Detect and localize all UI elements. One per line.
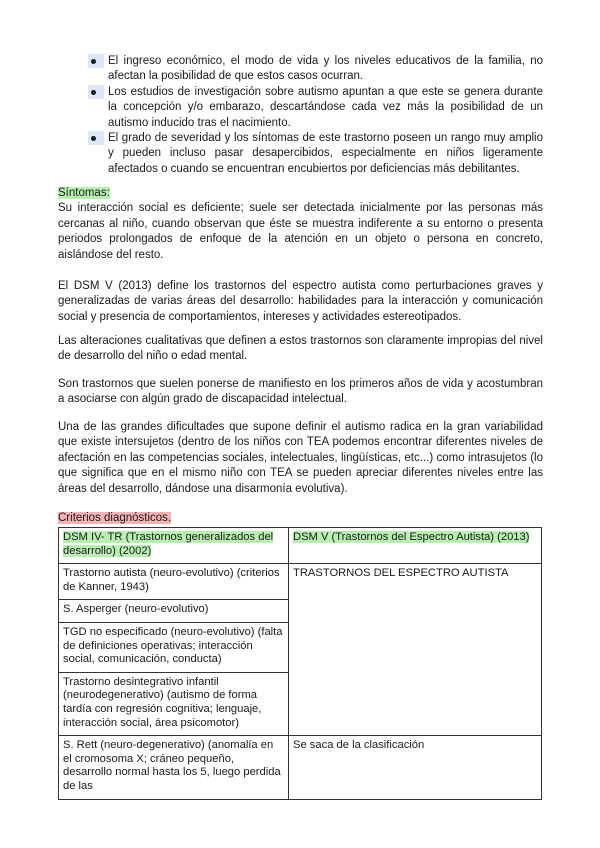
table-cell: S. Asperger (neuro-evolutivo)	[59, 600, 289, 623]
paragraph-manifiesto: Son trastornos que suelen ponerse de manifiesto en los primeros años de vida y acostumbran a asociarse con algún grado de discapacidad intelectual.	[58, 378, 543, 406]
table-header-cell	[59, 528, 289, 564]
paragraph-dsm: El DSM V (2013) define los trastornos del espectro autista como perturbaciones graves y generalizadas de varias áreas del desarrollo: habilidades para la interacción y comunicación social y presencia de comportamientos, intereses y actividades estereotipados.	[58, 280, 543, 323]
table-header-cell	[289, 528, 542, 564]
bullet-text: Los estudios de investigación sobre autismo apuntan a que este se genera durante la concepción y/o embarazo, descartándose cada vez más la posibilidad de un autismo inducido tras el nacimiento.	[108, 85, 543, 129]
sintomas-heading: Síntomas:	[58, 187, 110, 199]
paragraph-dificultades: Una de las grandes dificultades que supone definir el autismo radica en la gran variabilidad que existe intersujetos (dentro de los niños con TEA podemos encontrar diferentes niveles de afectación en las competencias sociales, intelectuales, lingüísticas, etc...) como intrasujetos (lo que significa que en el mismo niño con TEA se pueden apreciar diferentes niveles entre las áreas del desarrollo, dándose una disarmonía evolutiva).	[58, 421, 543, 495]
table-cell: Trastorno autista (neuro-evolutivo) (criterios de Kanner, 1943)	[59, 564, 289, 600]
table-cell: Se saca de la clasificación	[289, 736, 542, 799]
bullet-item	[88, 54, 543, 85]
bullet-text: El grado de severidad y los síntomas de este trastorno poseen un rango muy amplio y pueden incluso pasar desapercibidos, especialmente en niños ligeramente afectados o cuando se encuentran encubiertos por deficiencias más debilitantes.	[108, 132, 543, 175]
table-cell: TGD no especificado (neuro-evolutivo) (falta de definiciones operativas; interacción social, comunicación, conducta)	[59, 622, 289, 672]
table-cell: S. Rett (neuro-degenerativo) (anomalía en el cromosoma X; cráneo pequeño, desarrollo normal hasta los 5, luego perdida de las	[59, 736, 289, 799]
bullet-item	[88, 85, 543, 131]
paragraph-alteraciones: Las alteraciones cualitativas que definen a estos trastornos son claramente impropias del nivel de desarrollo del niño o edad mental.	[58, 335, 543, 363]
bullet-icon	[88, 85, 104, 99]
bullet-text: El ingreso económico, el modo de vida y los niveles educativos de la familia, no afectan la posibilidad de que estos casos ocurran.	[108, 55, 543, 83]
bullet-icon	[88, 131, 104, 145]
table-row	[59, 736, 542, 799]
sintomas-section	[58, 186, 543, 263]
bullet-list	[88, 54, 543, 177]
col1-header-text: DSM IV- TR (Trastornos generalizados del desarrollo) (2002)	[63, 531, 274, 557]
criterios-section	[58, 511, 543, 526]
table-header-row	[59, 528, 542, 564]
table-row	[59, 564, 542, 600]
col2-header-text: DSM V (Trastornos del Espectro Autista) (2013)	[293, 531, 530, 543]
table-cell-group: TRASTORNOS DEL ESPECTRO AUTISTA	[289, 564, 542, 736]
criterios-table	[58, 527, 542, 800]
criterios-heading: Criterios diagnósticos.	[58, 512, 172, 524]
table-cell: Trastorno desintegrativo infantil (neurodegenerativo) (autismo de forma tardía con regresión cognitiva; lenguaje, interacción social, área psicomotor)	[59, 672, 289, 735]
bullet-icon	[88, 54, 104, 68]
sintomas-text: Su interacción social es deficiente; suele ser detectada inicialmente por las personas más cercanas al niño, cuando observan que éste se muestra indiferente a su entorno o presenta periodos prolongados de enfoque de la atención en un objeto o persona en concreto, aislándose del resto.	[58, 202, 543, 261]
bullet-item	[88, 131, 543, 177]
